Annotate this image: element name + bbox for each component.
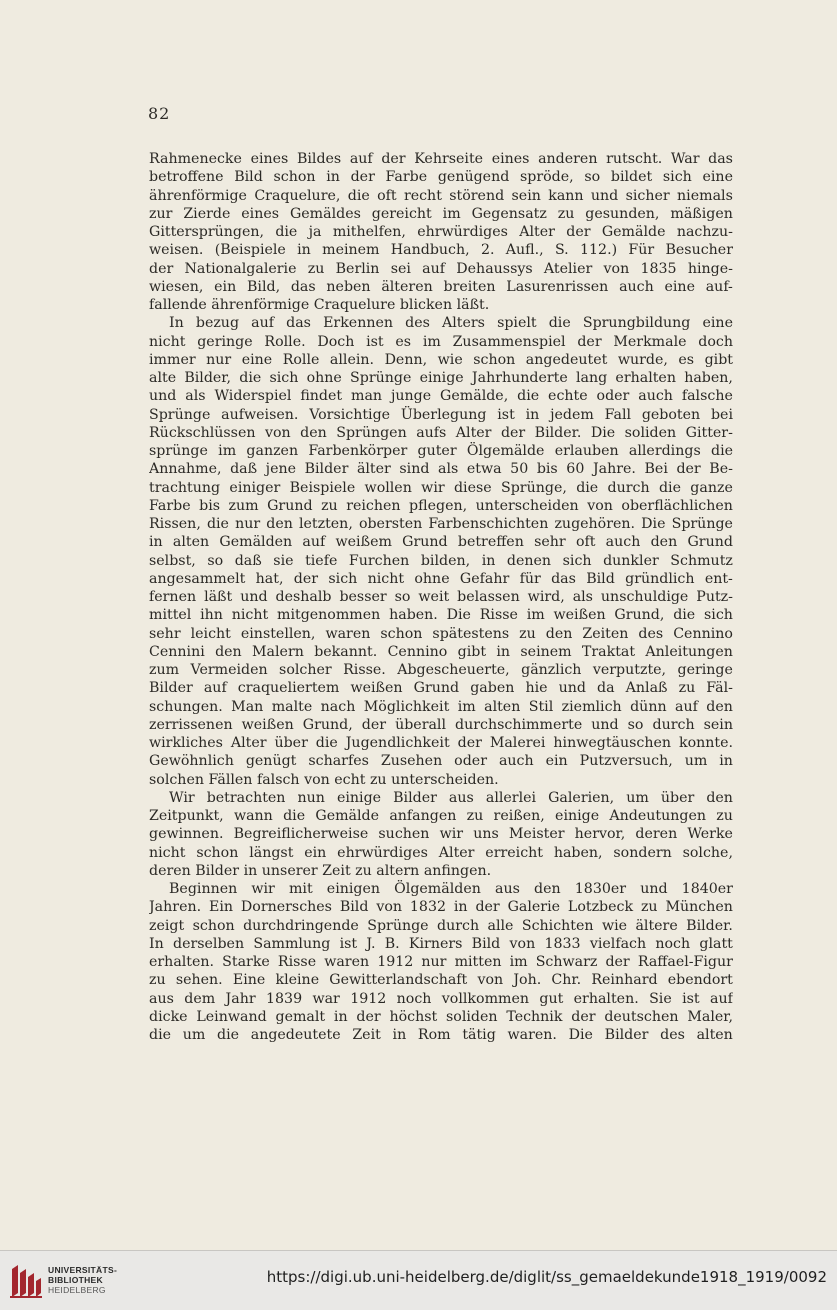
text-line: Gittersprüngen, die ja mithelfen, ehrwürdiges Alter der Gemälde nachzu- [149,224,733,240]
text-line: dicke Leinwand gemalt in der höchst soliden Technik der deutschen Maler, [149,1008,733,1025]
text-line: Jahren. Ein Dornersches Bild von 1832 in der Galerie Lotzbeck zu München [149,899,733,916]
text-line: Zeitpunkt, wann die Gemälde anfangen zu reißen, einige Andeutungen zu [149,808,733,824]
text-line: mittel ihn nicht mitgenommen haben. Die Risse im weißen Grund, die sich [149,607,733,624]
text-line: Gewöhnlich genügt scharfes Zusehen oder auch ein Putzversuch, um in [149,753,733,770]
text-line: Wir betrachten nun einige Bilder aus allerlei Galerien, um über den [169,789,733,806]
text-line: Rückschlüssen von den Sprüngen aufs Alter der Bilder. Die soliden Gitter- [149,424,733,441]
text-line: zeigt schon durchdringende Sprünge durch alle Schichten wie ältere Bilder. [149,917,733,934]
text-line: zur Zierde eines Gemäldes gereicht im Gegensatz zu gesunden, mäßigen [149,205,733,222]
text-line: weisen. (Beispiele in meinem Handbuch, 2. Aufl., S. 112.) Für Besucher [149,242,733,259]
text-line: deren Bilder in unserer Zeit zu altern anfingen. [149,862,492,879]
text-line: In bezug auf das Erkennen des Alters spielt die Sprungbildung eine [169,315,733,332]
text-line: alte Bilder, die sich ohne Sprünge einige Jahrhunderte lang erhalten haben, [149,370,733,386]
text-line: nicht geringe Rolle. Doch ist es im Zusammenspiel der Merkmale doch [149,333,733,350]
text-line: In derselben Sammlung ist J. B. Kirners Bild von 1833 vielfach noch glatt [149,935,733,952]
text-line: Bilder auf craqueliertem weißen Grund gaben hie und da Anlaß zu Fäl- [149,680,733,697]
text-line: angesammelt hat, der sich nicht ohne Gefahr für das Bild gründlich ent- [149,570,733,587]
text-line: in alten Gemälden auf weißem Grund betreffen sehr oft auch den Grund [149,534,733,551]
text-line: schungen. Man malte nach Möglichkeit im alten Stil ziemlich dünn auf den [149,698,733,715]
text-line: trachtung einiger Beispiele wollen wir diese Sprünge, die durch die ganze [149,479,733,496]
body-text [149,150,733,1044]
text-line: nicht schon längst ein ehrwürdiges Alter erreicht haben, sondern solche, [149,844,733,861]
text-line: zerrissenen weißen Grund, der überall durchschimmerte und so durch sein [149,716,733,733]
text-line: gewinnen. Begreiflicherweise suchen wir uns Meister hervor, deren Werke [149,826,733,843]
text-line: Annahme, daß jene Bilder älter sind als etwa 50 bis 60 Jahre. Bei der Be- [149,461,733,478]
text-line: sehr leicht einstellen, waren schon spätestens zu den Zeiten des Cennino [149,625,733,642]
text-line: Farbe bis zum Grund zu reichen pflegen, unterscheiden von oberflächlichen [149,497,733,514]
text-line: zu sehen. Eine kleine Gewitterlandschaft von Joh. Chr. Reinhard ebendort [149,972,733,989]
page-number: 82 [148,104,171,123]
text-line: Beginnen wir mit einigen Ölgemälden aus den 1830er und 1840er [169,881,733,897]
text-line: Sprünge aufweisen. Vorsichtige Überlegung ist in jedem Fall geboten bei [149,406,733,423]
text-line: fallende ährenförmige Craquelure blicken läßt. [149,297,490,313]
text-line: erhalten. Starke Risse waren 1912 nur mitten im Schwarz der Raffael-Figur [149,954,733,970]
text-line: Rahmenecke eines Bildes auf der Kehrseite eines anderen rutscht. War das [149,151,733,167]
text-line: zum Vermeiden solcher Risse. Abgescheuerte, gänzlich verputzte, geringe [149,662,733,678]
text-line: sprünge im ganzen Farbenkörper guter Ölgemälde erlauben allerdings die [149,443,733,459]
text-line: selbst, so daß sie tiefe Furchen bilden, in denen sich dunkler Schmutz [149,552,733,569]
text-line: immer nur eine Rolle allein. Denn, wie schon angedeutet wurde, es gibt [149,351,733,368]
text-line: betroffene Bild schon in der Farbe genügend spröde, so bildet sich eine [149,169,733,186]
text-line: ährenförmige Craquelure, die oft recht störend sein kann und sicher niemals [149,187,733,204]
library-name: UNIVERSITÄTS- BIBLIOTHEK HEIDELBERG [48,1265,118,1295]
text-line: die um die angedeutete Zeit in Rom tätig waren. Die Bilder des alten [149,1027,733,1043]
text-line: wiesen, ein Bild, das neben älteren breiten Lasurenrissen auch eine auf- [149,278,733,295]
text-line: Cennini den Malern bekannt. Cennino gibt in seinem Traktat Anleitungen [149,643,733,660]
text-line: fernen läßt und deshalb besser so weit belassen wird, als unschuldige Putz- [149,589,733,605]
text-line: und als Widerspiel findet man junge Gemälde, die echte oder auch falsche [149,388,733,405]
permalink-url[interactable]: https://digi.ub.uni-heidelberg.de/diglit/ss_gemaeldekunde1918_1919/0092 [266,1268,827,1286]
text-line: solchen Fällen falsch von echt zu unterscheiden. [149,771,499,788]
text-line: wirkliches Alter über die Jugendlichkeit der Malerei hinwegtäuschen konnte. [149,735,733,751]
heidelberg-library-logo-icon [8,1263,44,1299]
text-line: der Nationalgalerie zu Berlin sei auf Dehaussys Atelier von 1835 hinge- [149,260,733,277]
text-line: Rissen, die nur den letzten, obersten Farbenschichten zugehören. Die Sprünge [149,516,733,532]
text-line: aus dem Jahr 1839 war 1912 noch vollkommen gut erhalten. Sie ist auf [149,990,733,1007]
viewer-footer [0,1250,837,1310]
